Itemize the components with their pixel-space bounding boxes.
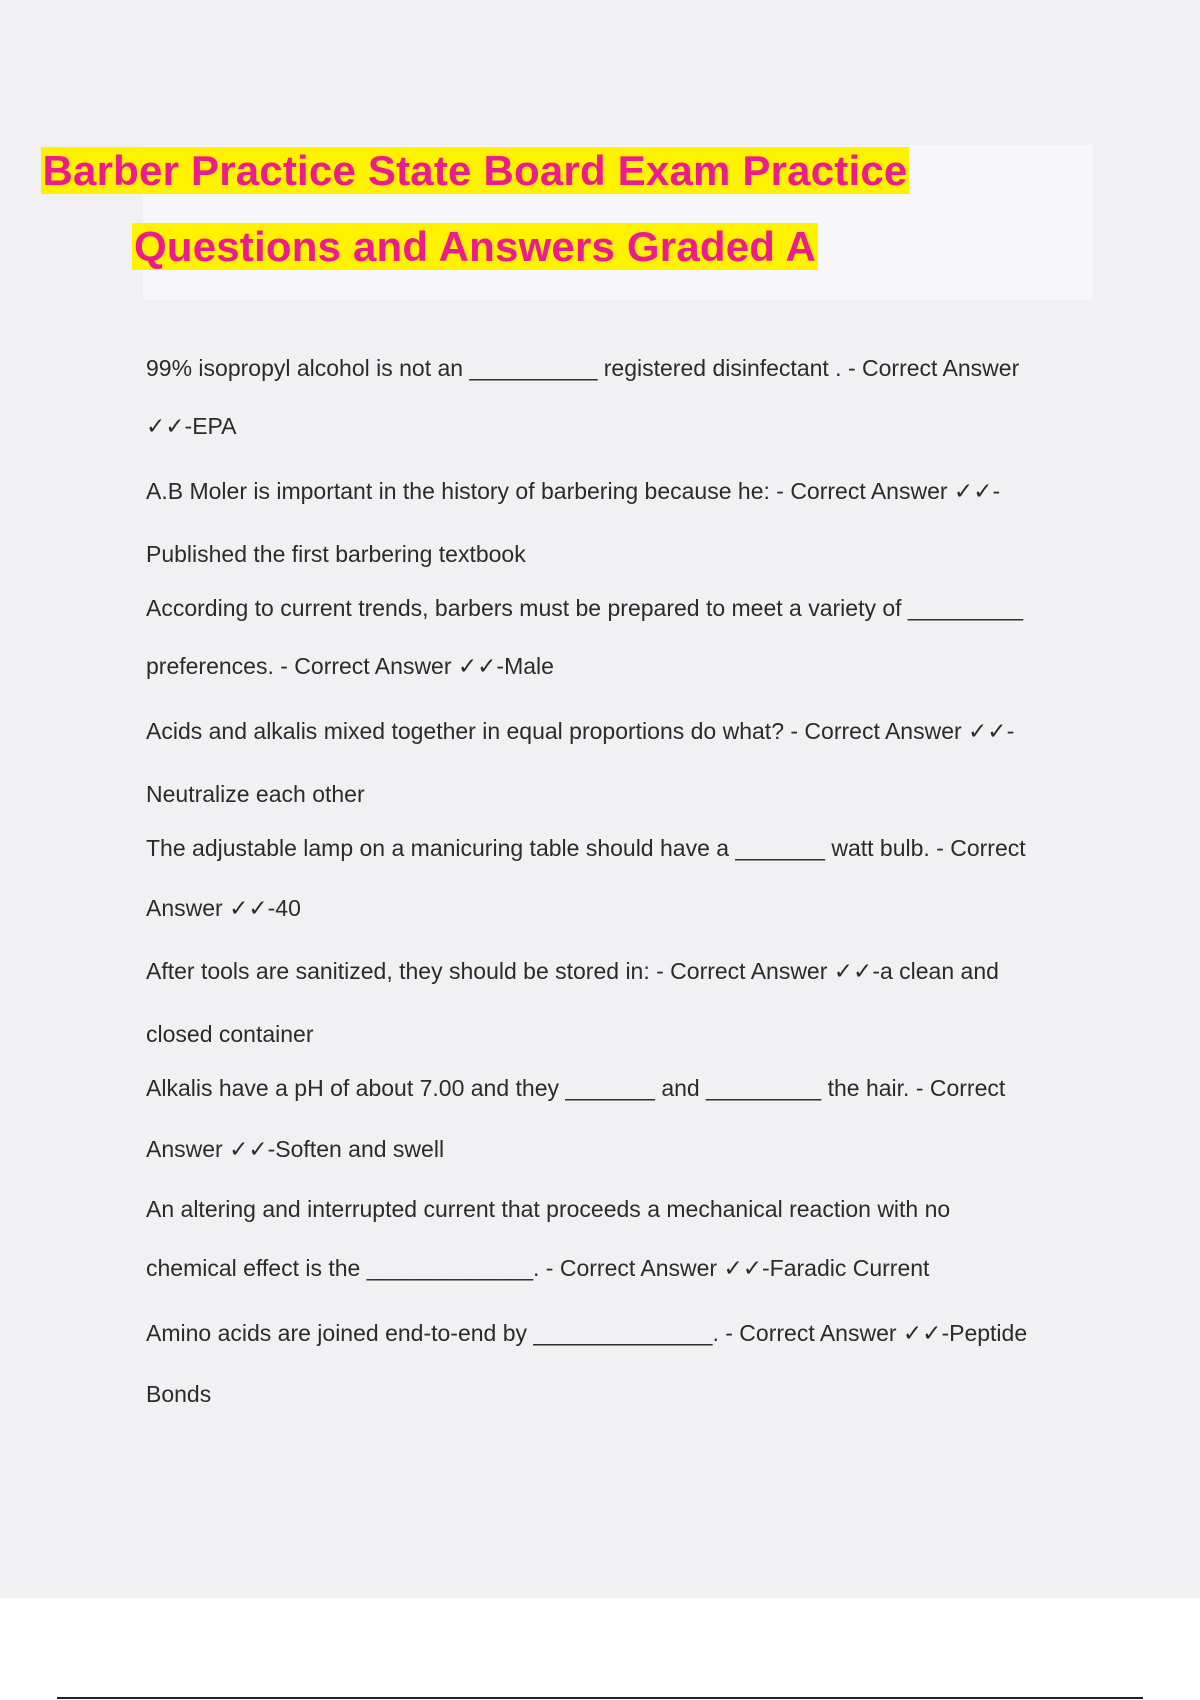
question-line: According to current trends, barbers must be prepared to meet a variety of _________ [146, 595, 1024, 621]
question-line: Alkalis have a pH of about 7.00 and they _______ and _________ the hair. - Correct [146, 1075, 1006, 1101]
page-divider-line [57, 1697, 1143, 1699]
answer-line: preferences. - Correct Answer ✓✓-Male [146, 653, 554, 679]
answer-line: Neutralize each other [146, 781, 365, 807]
answer-line: Answer ✓✓-40 [146, 895, 301, 921]
question-line: A.B Moler is important in the history of barbering because he: - Correct Answer ✓✓- [146, 478, 1001, 504]
document-title-line-2 [0, 222, 950, 272]
question-line: An altering and interrupted current that proceeds a mechanical reaction with no [146, 1196, 951, 1222]
question-line: Acids and alkalis mixed together in equal proportions do what? - Correct Answer ✓✓- [146, 718, 1015, 744]
answer-line: Bonds [146, 1381, 212, 1407]
title-highlight-2: Questions and Answers Graded A [133, 223, 817, 270]
answer-line: closed container [146, 1021, 314, 1047]
question-line: 99% isopropyl alcohol is not an __________ registered disinfectant . - Correct Answer [146, 355, 1020, 381]
answer-line: chemical effect is the _____________. - Correct Answer ✓✓-Faradic Current [146, 1255, 930, 1281]
answer-line: Answer ✓✓-Soften and swell [146, 1136, 445, 1162]
title-highlight-1: Barber Practice State Board Exam Practice [42, 147, 908, 194]
answer-line: Published the first barbering textbook [146, 541, 526, 567]
question-line: After tools are sanitized, they should be stored in: - Correct Answer ✓✓-a clean and [146, 958, 999, 984]
question-line: The adjustable lamp on a manicuring table should have a _______ watt bulb. - Correct [146, 835, 1026, 861]
answer-line: ✓✓-EPA [146, 413, 237, 439]
document-title-line-1 [0, 146, 950, 196]
question-line: Amino acids are joined end-to-end by ______________. - Correct Answer ✓✓-Peptide [146, 1320, 1028, 1346]
